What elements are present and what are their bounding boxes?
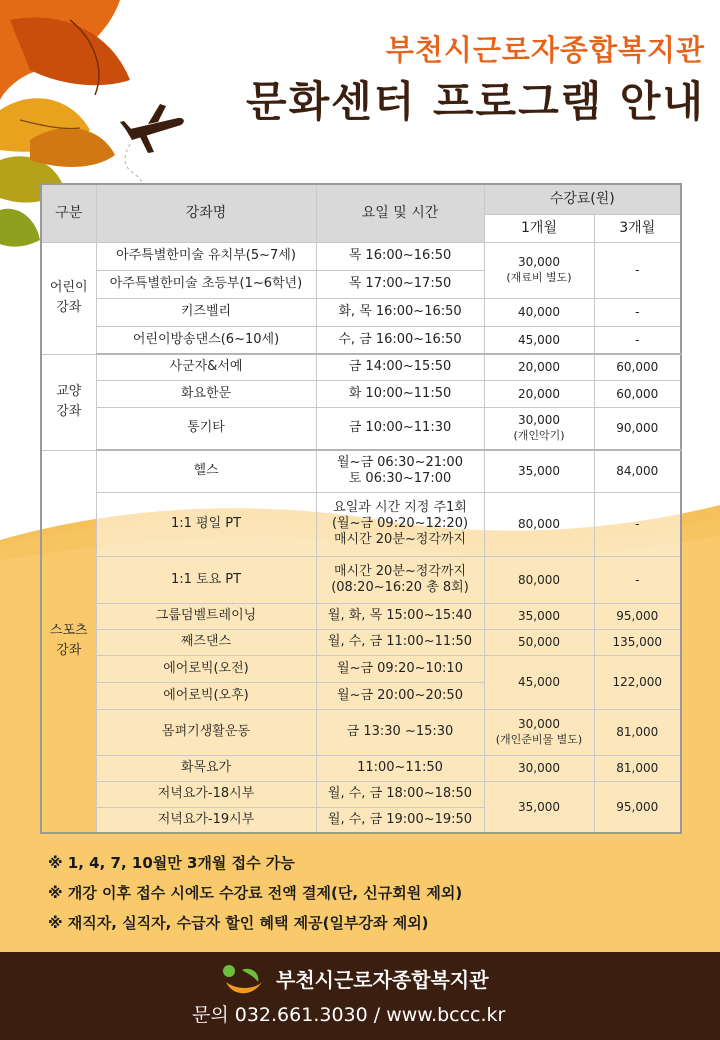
fee-3month: 81,000 xyxy=(594,755,681,781)
fee-3month: 81,000 xyxy=(594,709,681,755)
section-sports xyxy=(41,450,96,833)
course-name: 어린이방송댄스(6~10세) xyxy=(96,326,316,354)
fee-3month: - xyxy=(594,556,681,603)
time-line: 요일과 시간 지정 주1회 xyxy=(333,500,467,515)
fee-1month: 50,000 xyxy=(484,629,594,655)
course-time: 월~금 20:00~20:50 xyxy=(316,682,484,709)
note-item: ※ 1, 4, 7, 10월만 3개월 접수 가능 xyxy=(48,854,295,872)
table-row xyxy=(41,242,681,270)
table-row xyxy=(41,450,681,492)
fee-1month: 80,000 xyxy=(484,556,594,603)
fee-3month: - xyxy=(594,298,681,326)
fee-1month: 45,000 xyxy=(484,326,594,354)
fee-value: 30,000 xyxy=(518,413,560,428)
fee-3month: 95,000 xyxy=(594,781,681,833)
course-time: 목 16:00~16:50 xyxy=(316,242,484,270)
course-time: 금 13:30 ~15:30 xyxy=(316,709,484,755)
course-name: 1:1 토요 PT xyxy=(96,556,316,603)
course-time: 월, 화, 목 15:00~15:40 xyxy=(316,603,484,629)
time-line: 토 06:30~17:00 xyxy=(348,471,452,487)
course-time: 금 14:00~15:50 xyxy=(316,354,484,380)
fee-1month xyxy=(484,709,594,755)
section-label: 어린이 강좌 xyxy=(49,280,88,315)
fee-1month: 35,000 xyxy=(484,781,594,833)
course-time: 목 17:00~17:50 xyxy=(316,270,484,298)
course-name: 아주특별한미술 초등부(1~6학년) xyxy=(96,270,316,298)
header-category: 구분 xyxy=(41,184,96,242)
course-name: 째즈댄스 xyxy=(96,629,316,655)
section-kids xyxy=(41,242,96,354)
page-title: 문화센터 프로그램 안내 xyxy=(246,77,705,126)
airplane-icon xyxy=(118,100,188,190)
course-name: 에어로빅(오후) xyxy=(96,682,316,709)
table-row xyxy=(41,354,681,380)
course-name: 몸펴기생활운동 xyxy=(96,709,316,755)
course-time xyxy=(316,450,484,492)
course-time: 수, 금 16:00~16:50 xyxy=(316,326,484,354)
table-row xyxy=(41,629,681,655)
notes xyxy=(48,848,462,938)
org-logo-icon xyxy=(220,962,268,998)
org-title: 부천시근로자종합복지관 xyxy=(385,33,705,67)
course-name: 아주특별한미술 유치부(5~7세) xyxy=(96,242,316,270)
course-name: 저녁요가-18시부 xyxy=(96,781,316,807)
fee-3month: 122,000 xyxy=(594,655,681,709)
course-time: 월~금 09:20~10:10 xyxy=(316,655,484,682)
section-culture xyxy=(41,354,96,450)
note-item: ※ 개강 이후 접수 시에도 수강료 전액 결제(단, 신규회원 제외) xyxy=(48,884,463,902)
header-schedule: 요일 및 시간 xyxy=(316,184,484,242)
course-name: 헬스 xyxy=(96,450,316,492)
header xyxy=(200,30,705,130)
course-time xyxy=(316,556,484,603)
table-row xyxy=(41,709,681,755)
fee-1month: 80,000 xyxy=(484,492,594,556)
header-fee: 수강료(원) xyxy=(484,184,681,214)
table-row xyxy=(41,492,681,556)
header-fee-3month: 3개월 xyxy=(594,214,681,242)
course-name: 에어로빅(오전) xyxy=(96,655,316,682)
fee-3month: 90,000 xyxy=(594,407,681,450)
course-time: 금 10:00~11:30 xyxy=(316,407,484,450)
course-time: 화 10:00~11:50 xyxy=(316,380,484,407)
table-row xyxy=(41,298,681,326)
time-line: (월~금 09:20~12:20) xyxy=(331,516,469,531)
table-row xyxy=(41,407,681,450)
course-name: 키즈벨리 xyxy=(96,298,316,326)
footer xyxy=(0,952,720,1040)
course-time: 화, 목 16:00~16:50 xyxy=(316,298,484,326)
time-line: 월~금 06:30~21:00 xyxy=(337,455,463,471)
course-name: 화요한문 xyxy=(96,380,316,407)
table-row xyxy=(41,655,681,682)
table-row xyxy=(41,326,681,354)
course-name: 1:1 평일 PT xyxy=(96,492,316,556)
fee-1month: 35,000 xyxy=(484,450,594,492)
fee-1month: 45,000 xyxy=(484,655,594,709)
fee-3month: - xyxy=(594,242,681,298)
section-label: 스포츠 강좌 xyxy=(49,623,88,659)
time-line: 매시간 20분~정각까지 xyxy=(333,563,467,579)
program-table xyxy=(40,183,682,834)
table-row xyxy=(41,755,681,781)
fee-1month: 30,000 xyxy=(484,755,594,781)
fee-note: (재료비 별도) xyxy=(506,271,572,284)
footer-contact: 문의 032.661.3030 / www.bccc.kr xyxy=(192,1004,506,1026)
fee-1month: 35,000 xyxy=(484,603,594,629)
fee-1month: 20,000 xyxy=(484,380,594,407)
section-label: 교양 강좌 xyxy=(56,384,82,419)
course-name: 저녁요가-19시부 xyxy=(96,807,316,833)
fee-3month: 60,000 xyxy=(594,380,681,407)
fee-note: (개인준비물 별도) xyxy=(495,733,583,746)
course-time: 월, 수, 금 11:00~11:50 xyxy=(316,629,484,655)
fee-value: 30,000 xyxy=(518,255,560,269)
course-time: 월, 수, 금 18:00~18:50 xyxy=(316,781,484,807)
fee-1month: 40,000 xyxy=(484,298,594,326)
course-time: 월, 수, 금 19:00~19:50 xyxy=(316,807,484,833)
table-row xyxy=(41,603,681,629)
course-name: 그룹덤벨트레이닝 xyxy=(96,603,316,629)
fee-3month: - xyxy=(594,326,681,354)
fee-note: (개인악기) xyxy=(513,429,565,443)
fee-3month: 60,000 xyxy=(594,354,681,380)
fee-1month xyxy=(484,407,594,450)
fee-3month: 135,000 xyxy=(594,629,681,655)
course-name: 통기타 xyxy=(96,407,316,450)
header-course: 강좌명 xyxy=(96,184,316,242)
course-time: 11:00~11:50 xyxy=(316,755,484,781)
fee-value: 30,000 xyxy=(518,717,560,731)
fee-1month: 20,000 xyxy=(484,354,594,380)
course-name: 화목요가 xyxy=(96,755,316,781)
table-row xyxy=(41,380,681,407)
time-line: 매시간 20분~정각까지 xyxy=(333,532,467,547)
table-row xyxy=(41,556,681,603)
fee-1month xyxy=(484,242,594,298)
fee-3month: 95,000 xyxy=(594,603,681,629)
table-row xyxy=(41,781,681,807)
course-name: 사군자&서예 xyxy=(96,354,316,380)
fee-3month: - xyxy=(594,492,681,556)
fee-3month: 84,000 xyxy=(594,450,681,492)
note-item: ※ 재직자, 실직자, 수급자 할인 혜택 제공(일부강좌 제외) xyxy=(48,914,429,932)
footer-org-name: 부천시근로자종합복지관 xyxy=(276,968,489,992)
course-time xyxy=(316,492,484,556)
time-line: (08:20~16:20 총 8회) xyxy=(331,579,469,595)
header-fee-1month: 1개월 xyxy=(484,214,594,242)
